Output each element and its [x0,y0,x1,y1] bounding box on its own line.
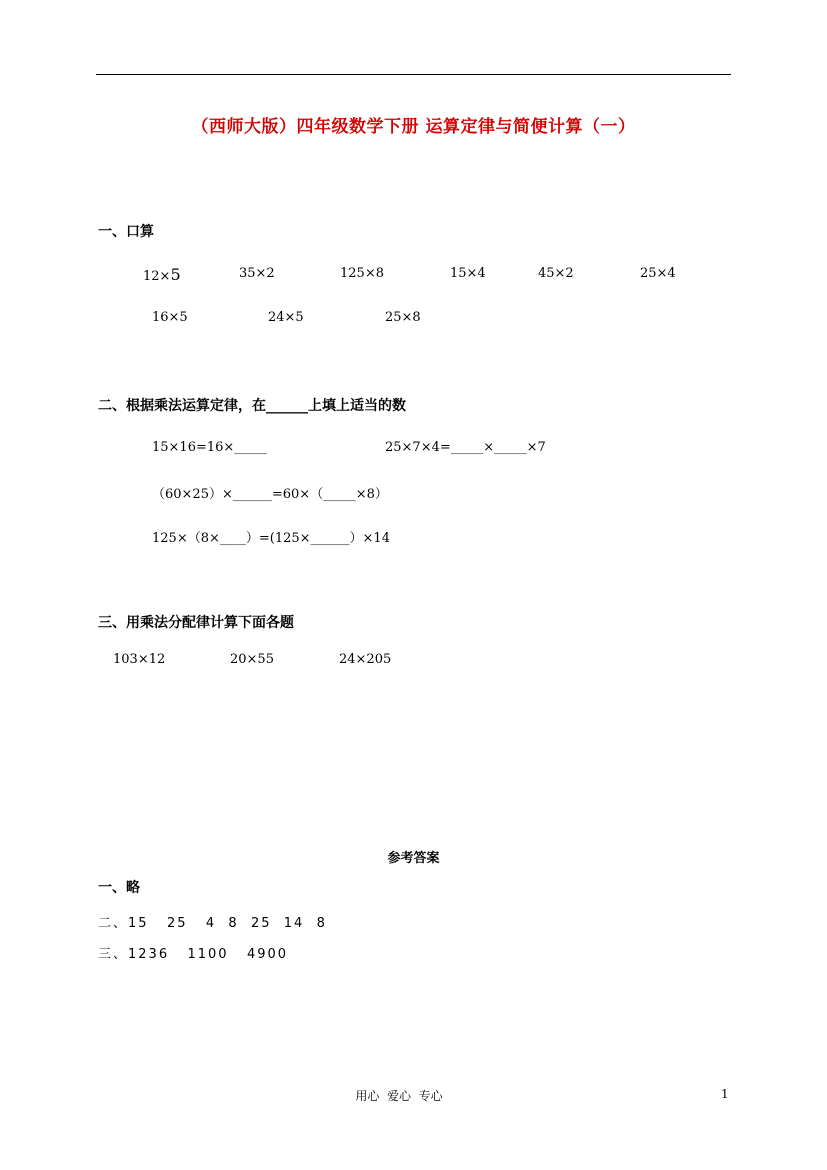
fill-item-3: （60×25）×______=60×（_____×8） [152,487,388,502]
fill-item-4: 125×（8×____）=(125×______）×14 [152,531,390,546]
distributive-item-2: 20×55 [230,652,274,667]
distributive-item-3: 24×205 [339,652,392,667]
oral-item-4: 15×4 [450,266,486,281]
section1-heading: 一、口算 [98,224,154,240]
answer-line-2: 二、15 25 4 8 25 14 8 [98,916,327,931]
document-title: （西师大版）四年级数学下册 运算定律与简便计算（一） [191,117,636,137]
oral-item-7: 16×5 [152,310,188,325]
oral-item-2: 35×2 [239,266,275,281]
distributive-item-1: 103×12 [113,652,166,667]
page-number: 1 [721,1087,729,1101]
answers-title: 参考答案 [387,851,440,866]
oral-item-8: 24×5 [268,310,304,325]
header-rule [96,74,731,75]
footer-motto: 用心 爱心 专心 [355,1089,443,1103]
fill-item-1: 15×16=16×_____ [152,440,267,455]
oral-item-6: 25×4 [640,266,676,281]
fill-item-2: 25×7×4=_____×_____×7 [385,440,546,455]
answer-line-1: 一、略 [98,880,140,896]
section3-heading: 三、用乘法分配律计算下面各题 [98,615,294,631]
oral-item-5: 45×2 [538,266,574,281]
section2-heading: 二、根据乘法运算定律，在______上填上适当的数 [98,398,406,414]
oral-item-9: 25×8 [385,310,421,325]
oral-item-3: 125×8 [340,266,384,281]
answer-line-3: 三、1236 1100 4900 [98,947,289,962]
oral-item-1: 12×5 [143,265,181,284]
